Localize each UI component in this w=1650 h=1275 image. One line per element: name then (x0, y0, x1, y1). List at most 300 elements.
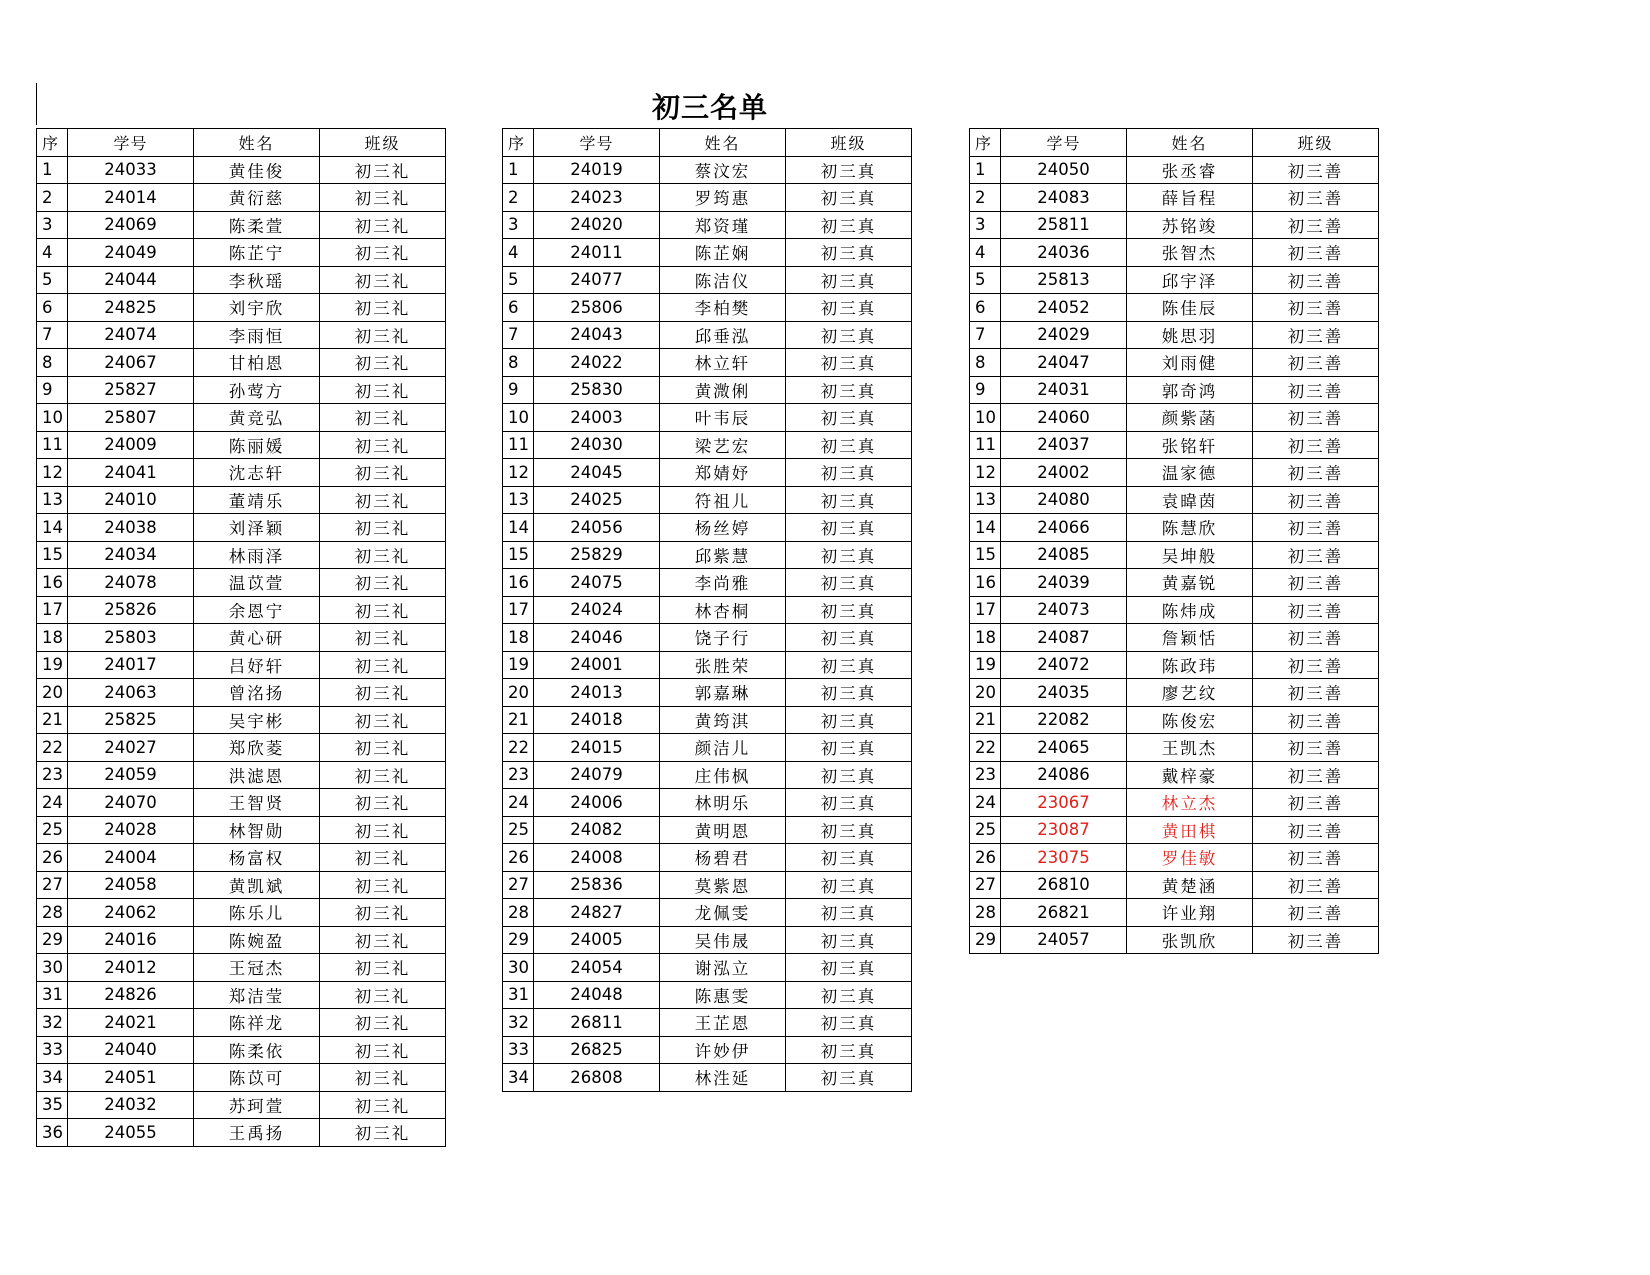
class-cell: 初三真 (786, 294, 912, 322)
seq-cell: 19 (970, 651, 1001, 679)
class-cell: 初三礼 (320, 211, 446, 239)
name-cell: 黄田棋 (1127, 816, 1253, 844)
name-cell: 许妙伊 (660, 1036, 786, 1064)
class-cell: 初三礼 (320, 926, 446, 954)
name-cell: 王智贤 (194, 789, 320, 817)
seq-cell: 2 (503, 184, 534, 212)
class-cell: 初三真 (786, 706, 912, 734)
student-id-cell: 24059 (68, 761, 194, 789)
name-cell: 梁艺宏 (660, 431, 786, 459)
name-cell: 李雨恒 (194, 321, 320, 349)
name-cell: 陈婉盈 (194, 926, 320, 954)
table-row (970, 816, 1379, 844)
name-cell: 陈芷娴 (660, 239, 786, 267)
class-cell: 初三礼 (320, 954, 446, 982)
name-cell: 吴伟晟 (660, 926, 786, 954)
student-id-cell: 24078 (68, 569, 194, 597)
class-cell: 初三礼 (320, 459, 446, 487)
name-cell: 詹颖恬 (1127, 624, 1253, 652)
table-row (37, 514, 446, 542)
seq-cell: 14 (37, 514, 68, 542)
name-cell: 黄嘉锐 (1127, 569, 1253, 597)
student-id-cell: 24015 (534, 734, 660, 762)
class-cell: 初三真 (786, 541, 912, 569)
student-id-cell: 25836 (534, 871, 660, 899)
table-row (37, 926, 446, 954)
class-cell: 初三真 (786, 349, 912, 377)
class-cell: 初三真 (786, 211, 912, 239)
table-row (503, 211, 912, 239)
class-cell: 初三真 (786, 431, 912, 459)
name-cell: 刘宇欣 (194, 294, 320, 322)
student-id-cell: 24050 (1001, 156, 1127, 184)
table-row (37, 706, 446, 734)
class-cell: 初三善 (1253, 184, 1379, 212)
student-id-cell: 25827 (68, 376, 194, 404)
table-row (970, 541, 1379, 569)
name-cell: 颜洁儿 (660, 734, 786, 762)
student-id-cell: 24058 (68, 871, 194, 899)
name-cell: 林杏桐 (660, 596, 786, 624)
class-cell: 初三善 (1253, 596, 1379, 624)
name-cell: 杨富权 (194, 844, 320, 872)
table-row (970, 459, 1379, 487)
name-cell: 罗筠惠 (660, 184, 786, 212)
table-row (503, 404, 912, 432)
table-row (970, 844, 1379, 872)
name-cell: 董靖乐 (194, 486, 320, 514)
student-id-cell: 24038 (68, 514, 194, 542)
class-cell: 初三真 (786, 761, 912, 789)
seq-cell: 15 (37, 541, 68, 569)
student-id-cell: 26811 (534, 1009, 660, 1037)
class-cell: 初三礼 (320, 294, 446, 322)
seq-cell: 28 (970, 899, 1001, 927)
class-cell: 初三善 (1253, 486, 1379, 514)
seq-cell: 17 (37, 596, 68, 624)
student-id-cell: 24006 (534, 789, 660, 817)
name-cell: 王芷恩 (660, 1009, 786, 1037)
name-cell: 黄心研 (194, 624, 320, 652)
table-row (503, 734, 912, 762)
seq-cell: 27 (37, 871, 68, 899)
seq-cell: 15 (503, 541, 534, 569)
table-row (970, 871, 1379, 899)
table-row (970, 789, 1379, 817)
header-student-id: 学号 (1001, 129, 1127, 157)
table-row (503, 789, 912, 817)
seq-cell: 18 (503, 624, 534, 652)
name-cell: 林明乐 (660, 789, 786, 817)
class-cell: 初三真 (786, 871, 912, 899)
class-cell: 初三礼 (320, 734, 446, 762)
name-cell: 张胜荣 (660, 651, 786, 679)
student-id-cell: 24004 (68, 844, 194, 872)
class-cell: 初三善 (1253, 899, 1379, 927)
student-id-cell: 24069 (68, 211, 194, 239)
class-cell: 初三善 (1253, 156, 1379, 184)
class-cell: 初三真 (786, 486, 912, 514)
class-cell: 初三礼 (320, 239, 446, 267)
class-cell: 初三善 (1253, 404, 1379, 432)
header-student-id: 学号 (68, 129, 194, 157)
class-cell: 初三礼 (320, 184, 446, 212)
seq-cell: 8 (970, 349, 1001, 377)
student-id-cell: 24086 (1001, 761, 1127, 789)
table-row (503, 349, 912, 377)
class-cell: 初三真 (786, 569, 912, 597)
name-cell: 张铭轩 (1127, 431, 1253, 459)
class-cell: 初三礼 (320, 871, 446, 899)
table-row (37, 844, 446, 872)
table-row (37, 321, 446, 349)
class-cell: 初三真 (786, 239, 912, 267)
seq-cell: 2 (37, 184, 68, 212)
class-cell: 初三真 (786, 844, 912, 872)
name-cell: 陈佳辰 (1127, 294, 1253, 322)
student-id-cell: 24001 (534, 651, 660, 679)
seq-cell: 28 (37, 899, 68, 927)
student-id-cell: 24072 (1001, 651, 1127, 679)
seq-cell: 24 (503, 789, 534, 817)
seq-cell: 26 (503, 844, 534, 872)
seq-cell: 22 (37, 734, 68, 762)
student-id-cell: 26821 (1001, 899, 1127, 927)
student-id-cell: 24022 (534, 349, 660, 377)
class-cell: 初三真 (786, 1036, 912, 1064)
table-row (37, 266, 446, 294)
student-id-cell: 24044 (68, 266, 194, 294)
table-row (503, 569, 912, 597)
name-cell: 吕妤轩 (194, 651, 320, 679)
student-id-cell: 24013 (534, 679, 660, 707)
name-cell: 颜紫菡 (1127, 404, 1253, 432)
table-row (970, 651, 1379, 679)
seq-cell: 11 (970, 431, 1001, 459)
seq-cell: 4 (970, 239, 1001, 267)
student-id-cell: 23067 (1001, 789, 1127, 817)
class-cell: 初三礼 (320, 376, 446, 404)
table-row (37, 486, 446, 514)
name-cell: 刘雨健 (1127, 349, 1253, 377)
name-cell: 戴梓豪 (1127, 761, 1253, 789)
table-row (37, 624, 446, 652)
header-name: 姓名 (1127, 129, 1253, 157)
seq-cell: 22 (503, 734, 534, 762)
class-cell: 初三善 (1253, 871, 1379, 899)
header-row (37, 129, 446, 157)
table-row (970, 239, 1379, 267)
name-cell: 邱垂泓 (660, 321, 786, 349)
name-cell: 林立轩 (660, 349, 786, 377)
table-row (37, 871, 446, 899)
table-row (37, 789, 446, 817)
seq-cell: 32 (37, 1009, 68, 1037)
name-cell: 郑洁莹 (194, 981, 320, 1009)
student-id-cell: 24030 (534, 431, 660, 459)
student-id-cell: 24054 (534, 954, 660, 982)
name-cell: 袁暐茵 (1127, 486, 1253, 514)
student-id-cell: 24049 (68, 239, 194, 267)
header-seq: 序 (37, 129, 68, 157)
table-row (37, 679, 446, 707)
seq-cell: 6 (37, 294, 68, 322)
class-cell: 初三真 (786, 954, 912, 982)
seq-cell: 34 (37, 1064, 68, 1092)
student-id-cell: 25803 (68, 624, 194, 652)
name-cell: 黄竞弘 (194, 404, 320, 432)
table-row (37, 459, 446, 487)
seq-cell: 12 (37, 459, 68, 487)
name-cell: 郑欣菱 (194, 734, 320, 762)
student-id-cell: 24012 (68, 954, 194, 982)
name-cell: 陈苡可 (194, 1064, 320, 1092)
seq-cell: 13 (37, 486, 68, 514)
table-row (503, 1036, 912, 1064)
name-cell: 黄明恩 (660, 816, 786, 844)
table-row (970, 761, 1379, 789)
header-seq: 序 (503, 129, 534, 157)
name-cell: 黄溦俐 (660, 376, 786, 404)
table-row (503, 294, 912, 322)
table-row (503, 624, 912, 652)
student-id-cell: 24040 (68, 1036, 194, 1064)
student-id-cell: 25811 (1001, 211, 1127, 239)
class-cell: 初三礼 (320, 321, 446, 349)
seq-cell: 25 (970, 816, 1001, 844)
seq-cell: 36 (37, 1119, 68, 1147)
seq-cell: 3 (503, 211, 534, 239)
seq-cell: 35 (37, 1091, 68, 1119)
table-row (37, 349, 446, 377)
class-cell: 初三礼 (320, 514, 446, 542)
table-row (503, 926, 912, 954)
name-cell: 陈柔萱 (194, 211, 320, 239)
class-cell: 初三善 (1253, 211, 1379, 239)
class-cell: 初三礼 (320, 431, 446, 459)
student-id-cell: 24087 (1001, 624, 1127, 652)
class-cell: 初三礼 (320, 624, 446, 652)
class-cell: 初三礼 (320, 761, 446, 789)
class-cell: 初三礼 (320, 706, 446, 734)
table-row (37, 981, 446, 1009)
class-cell: 初三真 (786, 266, 912, 294)
seq-cell: 34 (503, 1064, 534, 1092)
seq-cell: 17 (970, 596, 1001, 624)
name-cell: 陈芷宁 (194, 239, 320, 267)
seq-cell: 18 (37, 624, 68, 652)
seq-cell: 3 (970, 211, 1001, 239)
header-class: 班级 (786, 129, 912, 157)
student-id-cell: 24825 (68, 294, 194, 322)
student-id-cell: 24065 (1001, 734, 1127, 762)
name-cell: 陈政玮 (1127, 651, 1253, 679)
name-cell: 郑婧妤 (660, 459, 786, 487)
table-row (970, 156, 1379, 184)
seq-cell: 8 (37, 349, 68, 377)
class-cell: 初三礼 (320, 404, 446, 432)
table-row (970, 569, 1379, 597)
table-row (970, 404, 1379, 432)
seq-cell: 13 (970, 486, 1001, 514)
name-cell: 刘泽颖 (194, 514, 320, 542)
table-row (37, 184, 446, 212)
name-cell: 蔡汶宏 (660, 156, 786, 184)
class-cell: 初三真 (786, 816, 912, 844)
table-row (503, 816, 912, 844)
seq-cell: 33 (503, 1036, 534, 1064)
name-cell: 温家德 (1127, 459, 1253, 487)
name-cell: 林雨泽 (194, 541, 320, 569)
student-id-cell: 22082 (1001, 706, 1127, 734)
class-cell: 初三善 (1253, 651, 1379, 679)
table-row (970, 706, 1379, 734)
seq-cell: 30 (503, 954, 534, 982)
student-id-cell: 24074 (68, 321, 194, 349)
table-row (37, 761, 446, 789)
seq-cell: 26 (37, 844, 68, 872)
student-id-cell: 24034 (68, 541, 194, 569)
class-cell: 初三善 (1253, 514, 1379, 542)
table-row (503, 541, 912, 569)
header-student-id: 学号 (534, 129, 660, 157)
class-cell: 初三善 (1253, 459, 1379, 487)
class-cell: 初三真 (786, 321, 912, 349)
student-id-cell: 24002 (1001, 459, 1127, 487)
seq-cell: 22 (970, 734, 1001, 762)
table-row (37, 294, 446, 322)
student-id-cell: 24003 (534, 404, 660, 432)
student-id-cell: 25830 (534, 376, 660, 404)
seq-cell: 24 (970, 789, 1001, 817)
table-row (970, 679, 1379, 707)
student-id-cell: 24024 (534, 596, 660, 624)
student-id-cell: 24025 (534, 486, 660, 514)
student-id-cell: 24079 (534, 761, 660, 789)
seq-cell: 21 (37, 706, 68, 734)
name-cell: 杨碧君 (660, 844, 786, 872)
student-id-cell: 24051 (68, 1064, 194, 1092)
seq-cell: 10 (970, 404, 1001, 432)
name-cell: 苏珂萱 (194, 1091, 320, 1119)
seq-cell: 31 (37, 981, 68, 1009)
class-cell: 初三礼 (320, 1009, 446, 1037)
class-cell: 初三真 (786, 459, 912, 487)
seq-cell: 12 (970, 459, 1001, 487)
name-cell: 陈丽媛 (194, 431, 320, 459)
student-id-cell: 24039 (1001, 569, 1127, 597)
table-row (503, 706, 912, 734)
name-cell: 邱紫慧 (660, 541, 786, 569)
class-cell: 初三善 (1253, 431, 1379, 459)
class-cell: 初三真 (786, 926, 912, 954)
table-row (37, 1091, 446, 1119)
class-cell: 初三真 (786, 596, 912, 624)
name-cell: 陈柔依 (194, 1036, 320, 1064)
table-row (37, 541, 446, 569)
seq-cell: 4 (37, 239, 68, 267)
student-id-cell: 25826 (68, 596, 194, 624)
student-id-cell: 24010 (68, 486, 194, 514)
table-row (970, 184, 1379, 212)
seq-cell: 16 (37, 569, 68, 597)
student-id-cell: 25829 (534, 541, 660, 569)
class-cell: 初三善 (1253, 569, 1379, 597)
seq-cell: 25 (37, 816, 68, 844)
table-row (37, 211, 446, 239)
seq-cell: 30 (37, 954, 68, 982)
seq-cell: 33 (37, 1036, 68, 1064)
class-cell: 初三善 (1253, 789, 1379, 817)
class-cell: 初三礼 (320, 1036, 446, 1064)
class-cell: 初三礼 (320, 349, 446, 377)
student-id-cell: 25806 (534, 294, 660, 322)
student-id-cell: 24055 (68, 1119, 194, 1147)
table-row (503, 459, 912, 487)
name-cell: 邱宇泽 (1127, 266, 1253, 294)
name-cell: 郭嘉琳 (660, 679, 786, 707)
table-row (503, 514, 912, 542)
student-id-cell: 24827 (534, 899, 660, 927)
class-cell: 初三善 (1253, 349, 1379, 377)
name-cell: 林泩延 (660, 1064, 786, 1092)
class-cell: 初三善 (1253, 734, 1379, 762)
seq-cell: 2 (970, 184, 1001, 212)
name-cell: 黄楚涵 (1127, 871, 1253, 899)
roster-table-li (36, 128, 446, 1147)
table-row (970, 596, 1379, 624)
seq-cell: 28 (503, 899, 534, 927)
class-cell: 初三礼 (320, 1064, 446, 1092)
name-cell: 甘柏恩 (194, 349, 320, 377)
class-cell: 初三真 (786, 376, 912, 404)
table-row (37, 404, 446, 432)
seq-cell: 13 (503, 486, 534, 514)
table-row (503, 486, 912, 514)
header-name: 姓名 (194, 129, 320, 157)
table-row (970, 376, 1379, 404)
student-id-cell: 24035 (1001, 679, 1127, 707)
name-cell: 曾洺扬 (194, 679, 320, 707)
class-cell: 初三善 (1253, 294, 1379, 322)
name-cell: 吴坤般 (1127, 541, 1253, 569)
seq-cell: 14 (503, 514, 534, 542)
header-seq: 序 (970, 129, 1001, 157)
class-cell: 初三礼 (320, 541, 446, 569)
seq-cell: 1 (503, 156, 534, 184)
table-row (37, 376, 446, 404)
table-row (970, 266, 1379, 294)
class-cell: 初三真 (786, 1009, 912, 1037)
student-id-cell: 24070 (68, 789, 194, 817)
table-row (503, 954, 912, 982)
class-cell: 初三真 (786, 184, 912, 212)
name-cell: 许业翔 (1127, 899, 1253, 927)
seq-cell: 32 (503, 1009, 534, 1037)
name-cell: 洪滤恩 (194, 761, 320, 789)
seq-cell: 20 (37, 679, 68, 707)
seq-cell: 9 (37, 376, 68, 404)
class-cell: 初三真 (786, 734, 912, 762)
name-cell: 莫紫恩 (660, 871, 786, 899)
student-id-cell: 24045 (534, 459, 660, 487)
seq-cell: 20 (970, 679, 1001, 707)
seq-cell: 5 (503, 266, 534, 294)
class-cell: 初三真 (786, 156, 912, 184)
table-row (503, 651, 912, 679)
student-id-cell: 24028 (68, 816, 194, 844)
class-cell: 初三礼 (320, 651, 446, 679)
